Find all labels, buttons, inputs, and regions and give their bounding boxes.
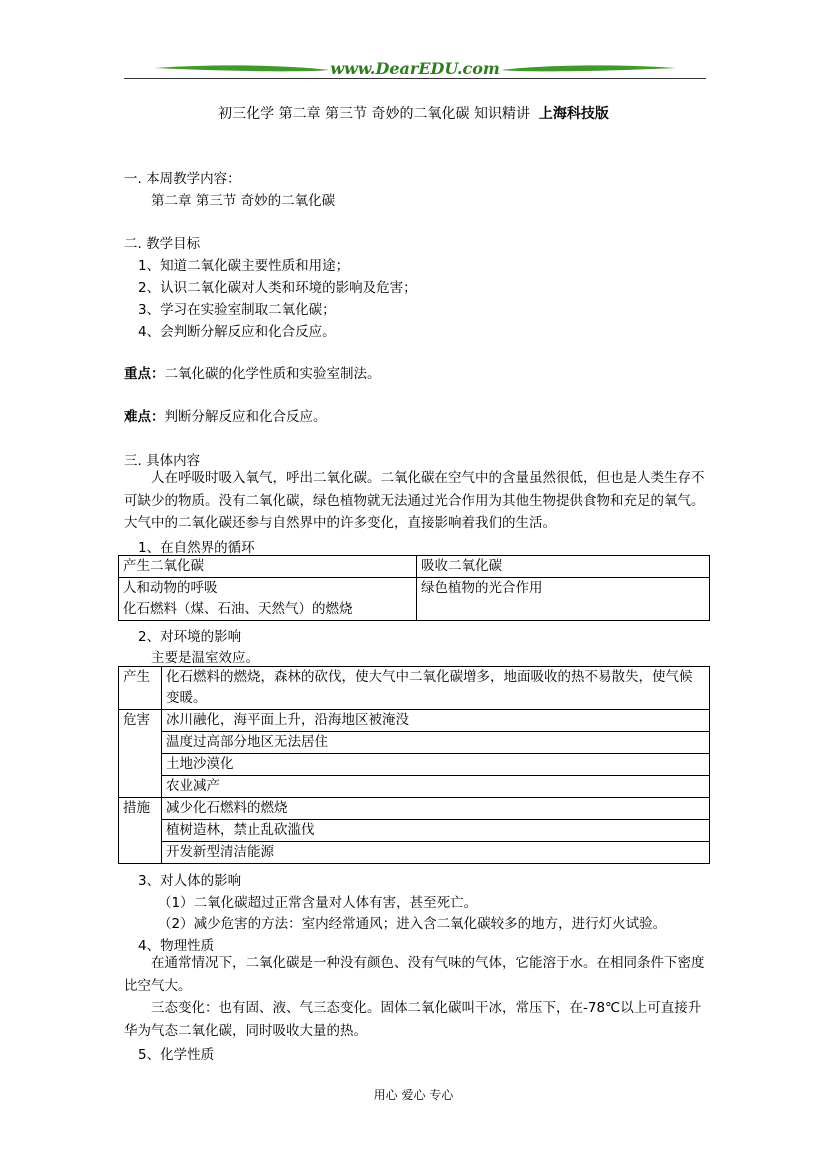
body-item: （2）减少危害的方法：室内经常通风；进入含二氧化碳较多的地方，进行灯火试验。 bbox=[158, 916, 667, 932]
objective-item: 3、学习在实验室制取二氧化碳； bbox=[138, 302, 336, 318]
body-item: （1）二氧化碳超过正常含量对人体有害，甚至死亡。 bbox=[158, 895, 478, 911]
cycle-table bbox=[118, 555, 710, 621]
absorb-item: 绿色植物的光合作用 bbox=[421, 580, 543, 596]
section1-content: 第二章 第三节 奇妙的二氧化碳 bbox=[151, 193, 336, 209]
harm-item: 温度过高部分地区无法居住 bbox=[162, 732, 710, 754]
harm-item: 冰川融化，海平面上升，沿海地区被淹没 bbox=[162, 710, 710, 732]
section1-heading: 一. 本周教学内容： bbox=[124, 171, 241, 187]
environment-table bbox=[118, 666, 710, 864]
harm-item: 土地沙漠化 bbox=[162, 754, 710, 776]
produce-item: 人和动物的呼吸 bbox=[123, 580, 218, 596]
env-intro: 主要是温室效应。 bbox=[151, 650, 259, 666]
section3-intro: 人在呼吸时吸入氧气，呼出二氧化碳。二氧化碳在空气中的含量虽然很低，但也是人类生存不可缺少的物质。没有二氧化碳，绿色植物就无法通过光合作用为其他生物提供食物和充足的氧气。大气中的二氧化碳还参与自然界中的许多变化，直接影响着我们的生活。 bbox=[124, 470, 705, 531]
objective-item: 1、知道二氧化碳主要性质和用途； bbox=[138, 258, 350, 274]
measure-item: 植树造林，禁止乱砍滥伐 bbox=[162, 820, 710, 842]
table-header: 产生二氧化碳 bbox=[119, 556, 417, 578]
objective-item: 2、认识二氧化碳对人类和环境的影响及危害； bbox=[138, 280, 417, 296]
section3-heading: 三. 具体内容 bbox=[124, 453, 201, 469]
cycle-heading: 1、在自然界的循环 bbox=[138, 540, 255, 556]
chemical-heading: 5、化学性质 bbox=[138, 1047, 215, 1063]
produce-cell bbox=[119, 578, 417, 621]
measure-item: 开发新型清洁能源 bbox=[162, 842, 710, 864]
footer-text: 用心 爱心 专心 bbox=[373, 1088, 454, 1102]
states-text: 三态变化：也有固、液、气三态变化。固体二氧化碳叫干冰，常压下，在-78℃以上可直接升华为气态二氧化碳，同时吸收大量的热。 bbox=[124, 1000, 702, 1039]
objective-item: 4、会判断分解反应和化合反应。 bbox=[138, 324, 336, 340]
produce-text: 化石燃料的燃烧，森林的砍伐，使大气中二氧化碳增多，地面吸收的热不易散失，使气候变暖。 bbox=[162, 667, 710, 710]
section2-heading: 二. 教学目标 bbox=[124, 236, 201, 252]
measure-item: 减少化石燃料的燃烧 bbox=[162, 798, 710, 820]
env-heading: 2、对环境的影响 bbox=[138, 629, 242, 645]
table-header: 吸收二氧化碳 bbox=[417, 556, 710, 578]
produce-item: 化石燃料（煤、石油、天然气）的燃烧 bbox=[123, 601, 353, 617]
absorb-cell bbox=[417, 578, 710, 621]
body-heading: 3、对人体的影响 bbox=[138, 873, 242, 889]
row-label: 产生 bbox=[119, 667, 162, 710]
difficulty: 难点：判断分解反应和化合反应。 bbox=[124, 409, 327, 425]
row-label: 危害 bbox=[119, 710, 162, 798]
row-label: 措施 bbox=[119, 798, 162, 864]
physical-heading: 4、物理性质 bbox=[138, 938, 215, 954]
physical-text: 在通常情况下，二氧化碳是一种没有颜色、没有气味的气体，它能溶于水。在相同条件下密度比空气大。 bbox=[124, 955, 705, 994]
harm-item: 农业减产 bbox=[162, 776, 710, 798]
page-title: 初三化学 第二章 第三节 奇妙的二氧化碳 知识精讲 上海科技版 bbox=[218, 106, 609, 122]
logo-text: www.DearEDU.com bbox=[330, 59, 500, 78]
header-divider bbox=[124, 78, 706, 79]
key-point: 重点：二氧化碳的化学性质和实验室制法。 bbox=[124, 366, 381, 382]
